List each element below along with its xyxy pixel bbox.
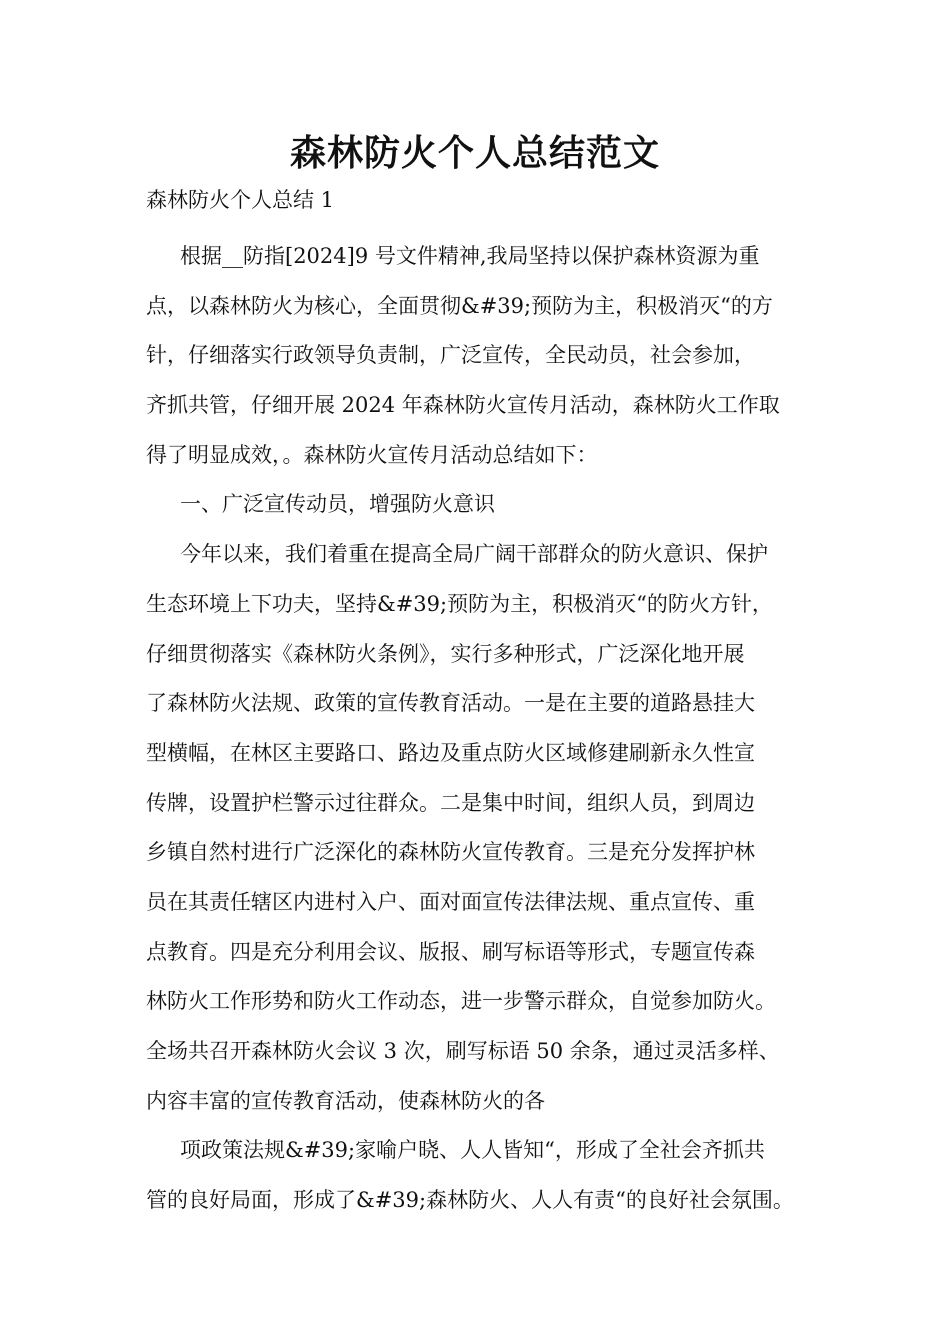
paragraph-line: 点教育。四是充分利用会议、版报、刷写标语等形式，专题宣传森 [146, 939, 755, 964]
paragraph-line: 齐抓共管，仔细开展 2024 年森林防火宣传月活动，森林防火工作取 [146, 393, 780, 418]
section-heading: 一、广泛宣传动员，增强防火意识 [180, 492, 495, 517]
paragraph-line: 传牌，设置护栏警示过往群众。二是集中时间，组织人员，到周边 [146, 790, 755, 815]
paragraph-line: 今年以来，我们着重在提高全局广阔干部群众的防火意识、保护 [180, 542, 768, 567]
paragraph-line: 根据__防指[2024]9 号文件精神,我局坚持以保护森林资源为重 [180, 244, 760, 268]
section-subtitle: 森林防火个人总结 1 [146, 188, 335, 212]
paragraph-line: 全场共召开森林防火会议 3 次，刷写标语 50 余条，通过灵活多样、 [146, 1039, 780, 1063]
paragraph-line: 针，仔细落实行政领导负责制，广泛宣传，全民动员，社会参加， [146, 343, 755, 368]
paragraph-line: 管的良好局面，形成了&#39;森林防火、人人有责“的良好社会氛围。 [146, 1188, 794, 1213]
paragraph-line: 了森林防火法规、政策的宣传教育活动。一是在主要的道路悬挂大 [146, 691, 755, 716]
paragraph-line: 生态环境上下功夫，坚持&#39;预防为主，积极消灭“的防火方针， [146, 591, 773, 616]
paragraph-line: 型横幅，在林区主要路口、路边及重点防火区域修建刷新永久性宣 [146, 740, 755, 765]
paragraph-line: 员在其责任辖区内进村入户、面对面宣传法律法规、重点宣传、重 [146, 889, 755, 914]
paragraph-line: 项政策法规&#39;家喻户晓、人人皆知“，形成了全社会齐抓共 [180, 1138, 765, 1163]
paragraph-line: 点，以森林防火为核心，全面贯彻&#39;预防为主，积极消灭“的方 [146, 293, 773, 318]
paragraph-line: 乡镇自然村进行广泛深化的森林防火宣传教育。三是充分发挥护林 [146, 840, 755, 865]
document-body [146, 232, 826, 1226]
document-title: 森林防火个人总结范文 [289, 133, 660, 174]
paragraph-line: 得了明显成效，。森林防火宣传月活动总结如下： [146, 442, 598, 467]
paragraph-line: 内容丰富的宣传教育活动，使森林防火的各 [146, 1088, 545, 1113]
paragraph-line: 林防火工作形势和防火工作动态，进一步警示群众，自觉参加防火。 [146, 989, 776, 1014]
paragraph-line: 仔细贯彻落实《森林防火条例》，实行多种形式，广泛深化地开展 [146, 641, 745, 666]
